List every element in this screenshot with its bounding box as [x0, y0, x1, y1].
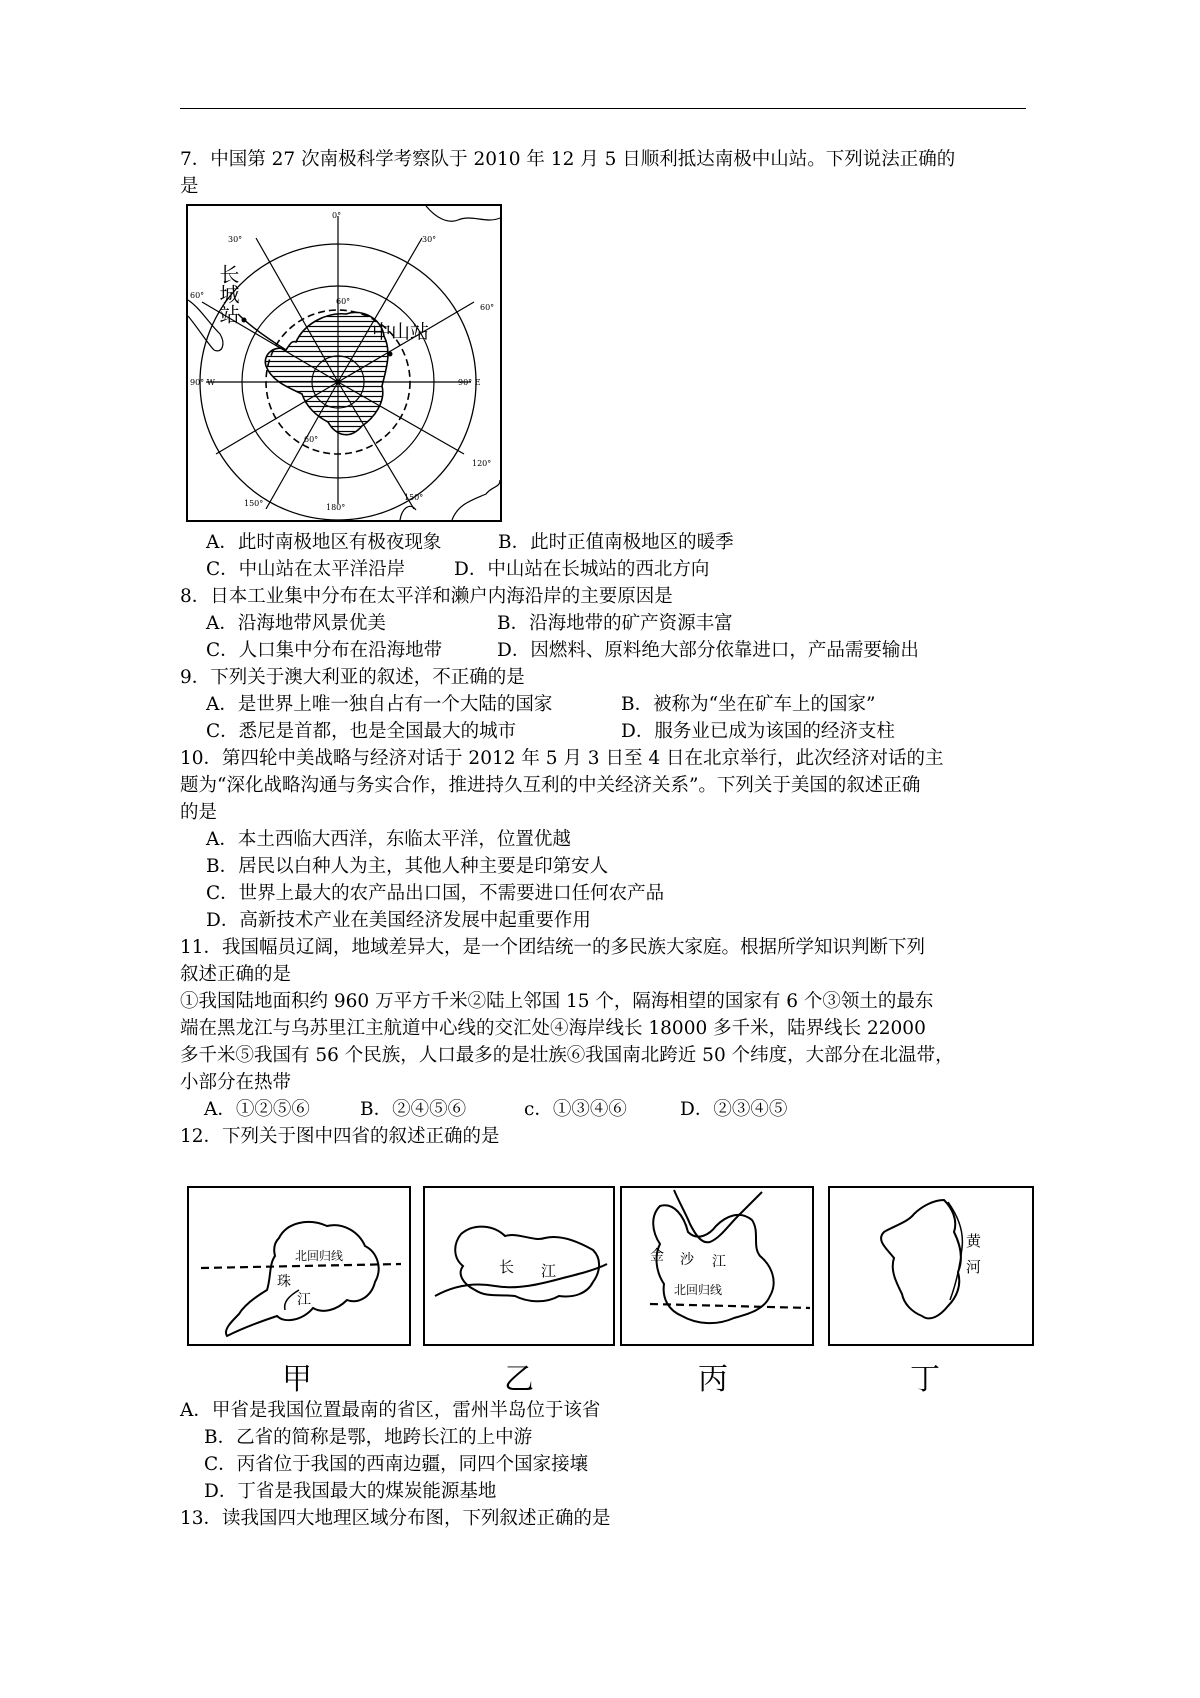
- meridian-label-90w: 90° W: [190, 378, 215, 387]
- meridian-label-120e: 120°: [472, 459, 492, 468]
- yi-river-jiang: 江: [541, 1262, 557, 1280]
- q10-option-c: C．世界上最大的农产品出口国，不需要进口任何农产品: [206, 883, 665, 904]
- q9-stem: 9．下列关于澳大利亚的叙述，不正确的是: [180, 667, 525, 688]
- q8-option-c: C．人口集中分布在沿海地带: [206, 640, 443, 661]
- meridian-label-0: 0°: [332, 211, 342, 220]
- ding-river-huang: 黄: [966, 1232, 982, 1250]
- q11-body-line4: 小部分在热带: [180, 1072, 292, 1093]
- province-panel-yi: [423, 1186, 615, 1346]
- q11-option-c: c．①③④⑥: [524, 1099, 627, 1120]
- q7-option-b: B．此时正值南极地区的暖季: [498, 532, 734, 553]
- q9-option-d: D．服务业已成为该国的经济支柱: [621, 721, 895, 742]
- province-panel-jia: [187, 1186, 411, 1346]
- q11-body-line3: 多千米⑤我国有 56 个民族，人口最多的是壮族⑥我国南北跨近 50 个纬度，大部分在北温带，: [180, 1045, 954, 1066]
- meridian-label-180: 180°: [326, 503, 346, 512]
- q8-option-d: D．因燃料、原料绝大部分依靠进口，产品需要输出: [497, 640, 919, 661]
- station-changcheng-label: 长城站: [216, 264, 240, 324]
- yi-river-chang: 长: [499, 1258, 515, 1276]
- zhongshan-marker: [388, 352, 393, 357]
- meridian-label-90e: 90° E: [458, 378, 481, 387]
- bing-river-jin: 金: [650, 1248, 664, 1264]
- q11-option-d: D．②③④⑤: [680, 1099, 788, 1120]
- q10-stem-line2: 题为“深化战略沟通与务实合作，推进持久互利的中关经济关系”。下列关于美国的叙述正确: [180, 775, 921, 796]
- q10-stem-line1: 10．第四轮中美战略与经济对话于 2012 年 5 月 3 日至 4 日在北京举行，此次经济对话的主: [180, 748, 944, 769]
- q10-stem-line3: 的是: [180, 802, 218, 823]
- panel-label-jia: 甲: [282, 1362, 312, 1397]
- q7-option-c: C．中山站在太平洋沿岸: [206, 559, 406, 580]
- q8-option-b: B．沿海地带的矿产资源丰富: [497, 613, 733, 634]
- meridian-label-60w: 60°: [190, 291, 205, 300]
- q9-option-c: C．悉尼是首都，也是全国最大的城市: [206, 721, 517, 742]
- jia-river-zhu: 珠: [277, 1274, 291, 1290]
- panel-label-ding: 丁: [910, 1362, 940, 1397]
- province-panel-bing: [620, 1186, 814, 1346]
- meridian-label-30e: 30°: [422, 235, 437, 244]
- bing-tropic-label: 北回归线: [674, 1283, 723, 1297]
- antarctic-polar-map: [186, 204, 502, 522]
- q9-option-a: A．是世界上唯一独自占有一个大陆的国家: [206, 694, 553, 715]
- jia-river-jiang: 江: [297, 1292, 311, 1308]
- q13-stem: 13．读我国四大地理区域分布图，下列叙述正确的是: [180, 1508, 611, 1529]
- q7-stem-line2: 是: [180, 176, 199, 197]
- q11-body-line2: 端在黑龙江与乌苏里江主航道中心线的交汇处④海岸线长 18000 多千米，陆界线长 22000: [180, 1018, 926, 1039]
- bing-river-sha: 沙: [680, 1252, 694, 1268]
- jia-tropic-label: 北回归线: [295, 1249, 344, 1263]
- q12-option-a: A．甲省是我国位置最南的省区，雷州半岛位于该省: [180, 1400, 601, 1421]
- province-panel-ding: [828, 1186, 1034, 1346]
- station-zhongshan-label: 中山站: [372, 321, 430, 343]
- q7-stem-line1: 7．中国第 27 次南极科学考察队于 2010 年 12 月 5 日顺利抵达南极中山站。下列说法正确的: [180, 149, 956, 170]
- lat-label-60: 60°: [336, 297, 351, 306]
- q8-option-a: A．沿海地带风景优美: [206, 613, 386, 634]
- q12-option-d: D．丁省是我国最大的煤炭能源基地: [204, 1481, 497, 1502]
- bing-river-jiang: 江: [712, 1254, 726, 1270]
- q11-option-a: A．①②⑤⑥: [204, 1099, 310, 1120]
- q10-option-a: A．本土西临大西洋，东临太平洋，位置优越: [206, 829, 571, 850]
- panel-label-bing: 丙: [698, 1362, 728, 1397]
- meridian-label-30w: 30°: [228, 235, 243, 244]
- q11-stem-line1: 11．我国幅员辽阔，地域差异大，是一个团结统一的多民族大家庭。根据所学知识判断下列: [180, 937, 926, 958]
- q10-option-b: B．居民以白种人为主，其他人种主要是印第安人: [206, 856, 609, 877]
- q12-option-b: B．乙省的简称是鄂，地跨长江的上中游: [204, 1427, 533, 1448]
- q9-option-b: B．被称为“坐在矿车上的国家”: [621, 694, 876, 715]
- q12-option-c: C．丙省位于我国的西南边疆，同四个国家接壤: [204, 1454, 589, 1475]
- south-pole-dot: [336, 380, 341, 385]
- q11-body-line1: ①我国陆地面积约 960 万平方千米②陆上邻国 15 个，隔海相望的国家有 6 个③领土的最东: [180, 991, 934, 1012]
- meridian-label-150w: 150°: [244, 499, 264, 508]
- meridian-label-60e: 60°: [480, 303, 495, 312]
- header-rule: [180, 108, 1026, 109]
- q11-option-b: B．②④⑤⑥: [360, 1099, 467, 1120]
- q10-option-d: D．高新技术产业在美国经济发展中起重要作用: [206, 910, 591, 931]
- q12-stem: 12．下列关于图中四省的叙述正确的是: [180, 1126, 500, 1147]
- lat-label-60s: 60°: [304, 435, 319, 444]
- q8-stem: 8．日本工业集中分布在太平洋和濑户内海沿岸的主要原因是: [180, 586, 673, 607]
- q7-option-a: A．此时南极地区有极夜现象: [206, 532, 442, 553]
- q11-stem-line2: 叙述正确的是: [180, 964, 292, 985]
- meridian-label-150e: 150°: [404, 493, 424, 502]
- ding-river-he: 河: [966, 1258, 982, 1276]
- panel-label-yi: 乙: [504, 1362, 534, 1397]
- q7-option-d: D．中山站在长城站的西北方向: [454, 559, 710, 580]
- changcheng-marker: [242, 318, 247, 323]
